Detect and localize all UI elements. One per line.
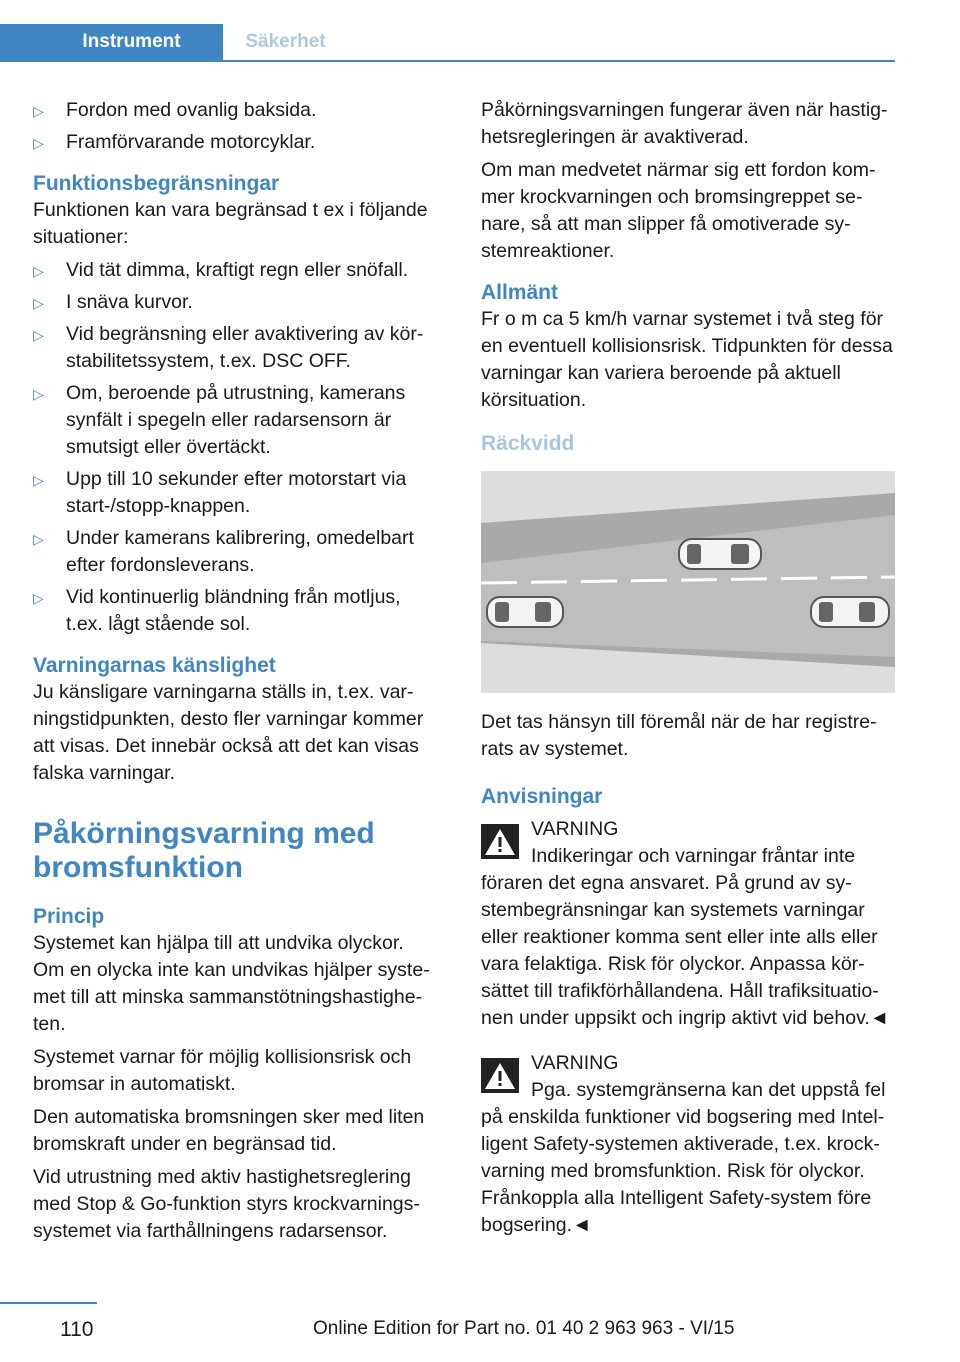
- car-icon: [679, 539, 761, 569]
- warning-triangle-icon: [481, 1058, 519, 1093]
- warning-block-1: [481, 816, 895, 1032]
- anvisningar-heading: Anvisningar: [481, 785, 603, 808]
- list-item: ▷ Vid tät dimma, kraftigt regn eller snöfall.: [33, 257, 438, 284]
- bullet-triangle-icon: ▷: [33, 103, 44, 119]
- road-diagram: [481, 471, 895, 693]
- page-number: 110: [60, 1318, 94, 1341]
- list-item: ▷ Vid begränsning eller avaktivering av körstabilitetssystem, t.ex. DSC OFF.: [33, 323, 424, 372]
- bullet-triangle-icon: ▷: [33, 327, 44, 343]
- paragraph-1: Påkörningsvarningen fungerar även när hastighetsregleringen är avaktiverad.: [481, 99, 888, 148]
- right-column: [481, 97, 895, 1239]
- limits-heading: Funktionsbegränsningar: [33, 172, 280, 195]
- warning-triangle-icon: [481, 824, 519, 859]
- figure-caption: Det tas hänsyn till föremål när de har registrerats av systemet.: [481, 711, 877, 760]
- princip-heading: Princip: [33, 905, 105, 928]
- princip-paragraph-4: Vid utrustning med aktiv hastighetsreglering med Stop & Go-funktion styrs krockvarningssystemet via farthållningens radarsensor.: [33, 1166, 420, 1242]
- bullet-triangle-icon: ▷: [33, 135, 44, 151]
- edition-footer: Online Edition for Part no. 01 40 2 963 963 - VI/15: [313, 1318, 735, 1339]
- list-item: ▷ Framförvarande motorcyklar.: [33, 129, 438, 156]
- car-icon: [487, 597, 563, 627]
- header-rule: [0, 60, 895, 62]
- warning-body: på enskilda funktioner vid bogsering med Intelligent Safety-systemen aktiverade, t.ex. krockvarning med bromsfunktion. Risk för olyckor. Frånkoppla alla Intelligent Safety-system före bogsering.◄: [481, 1106, 885, 1236]
- princip-paragraph-2: Systemet varnar för möjlig kollisionsrisk och bromsar in automatiskt.: [33, 1046, 412, 1095]
- limits-bullet-list: [33, 257, 438, 638]
- rackvidd-heading: Räckvidd: [481, 432, 575, 455]
- bullet-triangle-icon: ▷: [33, 590, 44, 606]
- list-item: ▷ Fordon med ovanlig baksida.: [33, 97, 438, 124]
- paragraph-2: Om man medvetet närmar sig ett fordon kommer krockvarningen och bromsingreppet senare, så att man slipper få omotiverade systemreaktioner.: [481, 159, 876, 262]
- bullet-triangle-icon: ▷: [33, 386, 44, 402]
- section-title: Påkörningsvarning med bromsfunktion: [33, 817, 375, 884]
- allmant-text: Fr o m ca 5 km/h varnar systemet i två steg för en eventuell kollisionsrisk. Tidpunkten för dessa varningar kan variera beroende på aktuell körsituation.: [481, 308, 893, 411]
- footer-rule: [0, 1302, 97, 1304]
- allmant-heading: Allmänt: [481, 281, 559, 304]
- tab-sakerhet[interactable]: Säkerhet: [245, 31, 326, 52]
- bullet-triangle-icon: ▷: [33, 263, 44, 279]
- warning-body: föraren det egna ansvaret. På grund av systembegränsningar kan systemets varningar eller reaktioner komma sent eller inte alls eller vara felaktiga. Risk för olyckor. Anpassa körsättet till trafikförhållandena. Håll trafiksituationen under uppsikt och ingrip aktivt vid behov.◄: [481, 872, 890, 1029]
- warning-lead: Indikeringar och varningar fråntar inte: [531, 845, 856, 867]
- limits-intro: Funktionen kan vara begränsad t ex i följande situationer:: [33, 199, 428, 248]
- list-item: ▷ Vid kontinuerlig bländning från motljus, t.ex. lågt stående sol.: [33, 586, 401, 635]
- list-item: ▷ Under kamerans kalibrering, omedelbart efter fordonsleverans.: [33, 527, 414, 576]
- bullet-triangle-icon: ▷: [33, 531, 44, 547]
- warning-title: VARNING: [531, 818, 619, 840]
- header-tabs: [0, 24, 895, 62]
- list-item: ▷ Om, beroende på utrustning, kamerans synfält i spegeln eller radarsensorn är smutsigt eller övertäckt.: [33, 382, 406, 458]
- princip-paragraph-1: Systemet kan hjälpa till att undvika olyckor. Om en olycka inte kan undvikas hjälper systemet till att minska sammanstötningshastigheten.: [33, 932, 430, 1035]
- top-bullet-list: [33, 97, 438, 156]
- tab-instrument[interactable]: Instrument: [0, 24, 223, 60]
- sensitivity-heading: Varningarnas känslighet: [33, 654, 276, 677]
- car-icon: [811, 597, 889, 627]
- range-illustration: [481, 471, 895, 693]
- list-item: ▷ I snäva kurvor.: [33, 289, 438, 316]
- left-column: [33, 97, 438, 1251]
- bullet-triangle-icon: ▷: [33, 472, 44, 488]
- warning-title: VARNING: [531, 1052, 619, 1074]
- warning-lead: Pga. systemgränserna kan det uppstå fel: [531, 1079, 886, 1101]
- sensitivity-text: Ju känsligare varningarna ställs in, t.ex. varningstidpunkten, desto fler varningar kommer att visas. Det innebär också att det kan visas falska varningar.: [33, 681, 424, 784]
- list-item: ▷ Upp till 10 sekunder efter motorstart via start-/stopp-knappen.: [33, 468, 407, 517]
- warning-block-2: [481, 1050, 895, 1239]
- princip-paragraph-3: Den automatiska bromsningen sker med liten bromskraft under en begränsad tid.: [33, 1106, 425, 1155]
- bullet-triangle-icon: ▷: [33, 295, 44, 311]
